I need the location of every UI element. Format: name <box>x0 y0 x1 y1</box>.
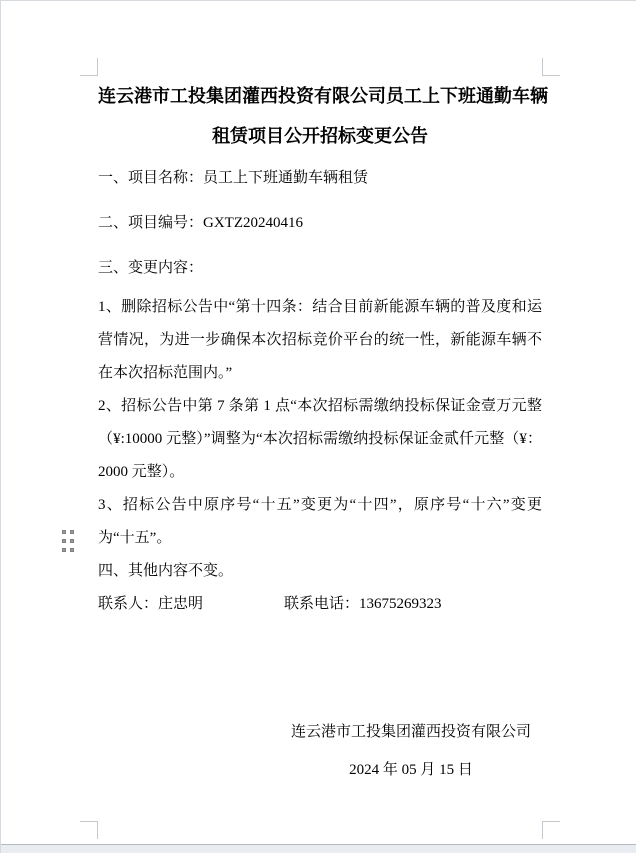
section-project-number: 二、项目编号：GXTZ20240416 <box>98 215 303 231</box>
handle-dot <box>70 530 74 534</box>
text-boundary-mark-bottom-right <box>542 821 560 839</box>
section-headings <box>98 156 542 291</box>
document-body <box>98 76 548 789</box>
handle-dot <box>62 548 66 552</box>
change-item-1: 1、删除招标公告中“第十四条：结合目前新能源车辆的普及度和运营情况，为进一步确保本次招标竞价平台的统一性，新能源车辆不在本次招标范围内。” <box>98 299 542 381</box>
document-title-line-2: 租赁项目公开招标变更公告 <box>212 126 428 146</box>
signature-block <box>291 713 531 789</box>
outside-page-background <box>1 845 636 853</box>
handle-dot <box>62 530 66 534</box>
change-item-2: 2、招标公告中第 7 条第 1 点“本次招标需缴纳投标保证金壹万元整（¥:10000 元整）”调整为“本次招标需缴纳投标保证金贰仟元整（¥：2000 元整）。 <box>98 398 542 480</box>
document-title-line-1: 连云港市工投集团灌西投资有限公司员工上下班通勤车辆 <box>98 86 548 106</box>
handle-dot <box>70 539 74 543</box>
contact-line <box>98 588 542 621</box>
document-title <box>98 76 548 156</box>
change-paragraphs <box>98 291 542 588</box>
handle-dot <box>62 539 66 543</box>
signature-company: 连云港市工投集团灌西投资有限公司 <box>291 724 532 740</box>
change-item-3: 3、招标公告中原序号“十五”变更为“十四”，原序号“十六”变更为“十五”。 <box>98 497 542 546</box>
signature-date: 2024 年 05 月 15 日 <box>349 762 473 778</box>
text-boundary-mark-bottom-left <box>80 821 98 839</box>
contact-phone: 联系电话：13675269323 <box>284 596 442 612</box>
text-boundary-mark-top-right <box>542 58 560 76</box>
contact-person: 联系人：庄忠明 <box>98 596 204 612</box>
section-change-content: 三、变更内容： <box>98 260 204 276</box>
section-project-name: 一、项目名称：员工上下班通勤车辆租赁 <box>98 170 369 186</box>
move-handle-icon[interactable] <box>62 530 75 553</box>
text-boundary-mark-top-left <box>80 58 98 76</box>
handle-dot <box>70 548 74 552</box>
section-other-unchanged: 四、其他内容不变。 <box>98 563 234 579</box>
